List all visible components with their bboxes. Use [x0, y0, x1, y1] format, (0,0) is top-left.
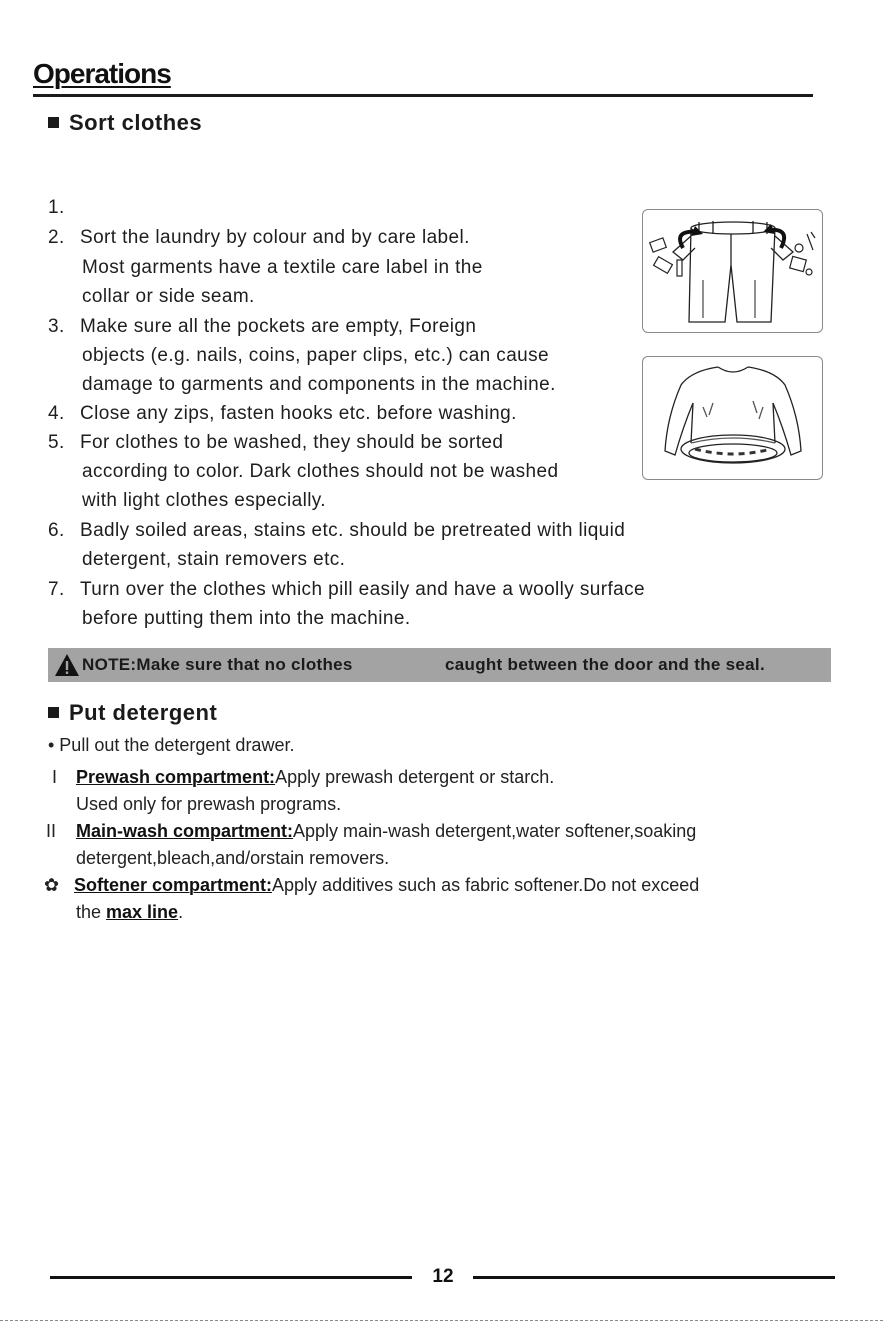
list-item-text: Sort the laundry by colour and by care label.	[80, 227, 470, 248]
compartment-continuation: Used only for prewash programs.	[76, 794, 342, 814]
compartment-symbol-prewash: I	[52, 767, 58, 787]
note-text-part2: caught between the door and the seal.	[445, 655, 765, 674]
note-text-part1: NOTE:Make sure that no clothes	[82, 655, 353, 674]
compartment-continuation	[76, 899, 183, 926]
note-bar	[48, 648, 831, 682]
list-item-text: according to color. Dark clothes should not be washed	[82, 461, 559, 482]
list-item-text: Turn over the clothes which pill easily and have a woolly surface	[80, 579, 645, 600]
compartment-label: Main-wash compartment:	[76, 821, 294, 841]
compartment-label: Softener compartment:	[74, 875, 273, 895]
continuation-suffix: .	[178, 902, 184, 922]
compartment-softener	[74, 872, 699, 899]
list-item-number: 5.	[48, 432, 65, 453]
list-item-number: 6.	[48, 520, 65, 541]
trousers-pockets-illustration	[642, 209, 823, 333]
trousers-illustration-icon	[643, 210, 822, 332]
page-title: Operations	[33, 58, 171, 89]
max-line-label: max line	[106, 902, 179, 922]
section-heading-put-detergent	[48, 700, 217, 726]
continuation-prefix: the	[76, 902, 107, 922]
list-item-text: detergent, stain removers etc.	[82, 549, 346, 570]
compartment-text: Apply main-wash detergent,water softener,soaking	[293, 821, 697, 841]
list-item-text: objects (e.g. nails, coins, paper clips, etc.) can cause	[82, 345, 550, 366]
sweater-illustration-icon	[643, 357, 822, 479]
list-item-number: 1.	[48, 197, 65, 218]
list-item-text: damage to garments and components in the machine.	[82, 374, 556, 395]
list-item-text: Make sure all the pockets are empty, Foreign	[80, 316, 477, 337]
sweater-illustration	[642, 356, 823, 480]
list-item-text: before putting them into the machine.	[82, 608, 411, 629]
compartment-label: Prewash compartment:	[76, 767, 276, 787]
section-heading-text: Sort clothes	[69, 110, 203, 135]
list-item-text: For clothes to be washed, they should be sorted	[80, 432, 504, 453]
compartment-prewash	[76, 764, 554, 791]
list-item-text: Close any zips, fasten hooks etc. before washing.	[80, 403, 517, 424]
compartment-text: Apply additives such as fabric softener.Do not exceed	[272, 875, 700, 895]
warning-triangle-icon	[54, 653, 80, 677]
compartment-text: Apply prewash detergent or starch.	[275, 767, 555, 787]
list-item-number: 3.	[48, 316, 65, 337]
compartment-continuation: detergent,bleach,and/orstain removers.	[76, 848, 390, 868]
list-item-text: collar or side seam.	[82, 286, 255, 307]
bottom-dashed-border	[0, 1320, 883, 1321]
square-bullet-icon	[48, 707, 59, 718]
footer-rule-right	[473, 1276, 835, 1279]
list-item-number: 2.	[48, 227, 65, 248]
list-item-text: Most garments have a textile care label in the	[82, 257, 483, 278]
flower-icon: ✿	[44, 875, 60, 895]
compartment-symbol-mainwash: II	[46, 821, 57, 841]
list-item-text: Badly soiled areas, stains etc. should be pretreated with liquid	[80, 520, 626, 541]
list-item-number: 4.	[48, 403, 65, 424]
footer-rule-left	[50, 1276, 412, 1279]
list-item-number: 7.	[48, 579, 65, 600]
compartment-mainwash	[76, 818, 696, 845]
section-heading-text: Put detergent	[69, 700, 218, 725]
detergent-intro: • Pull out the detergent drawer.	[48, 735, 295, 755]
list-item-text: with light clothes especially.	[82, 490, 326, 511]
page-number: 12	[432, 1266, 454, 1287]
